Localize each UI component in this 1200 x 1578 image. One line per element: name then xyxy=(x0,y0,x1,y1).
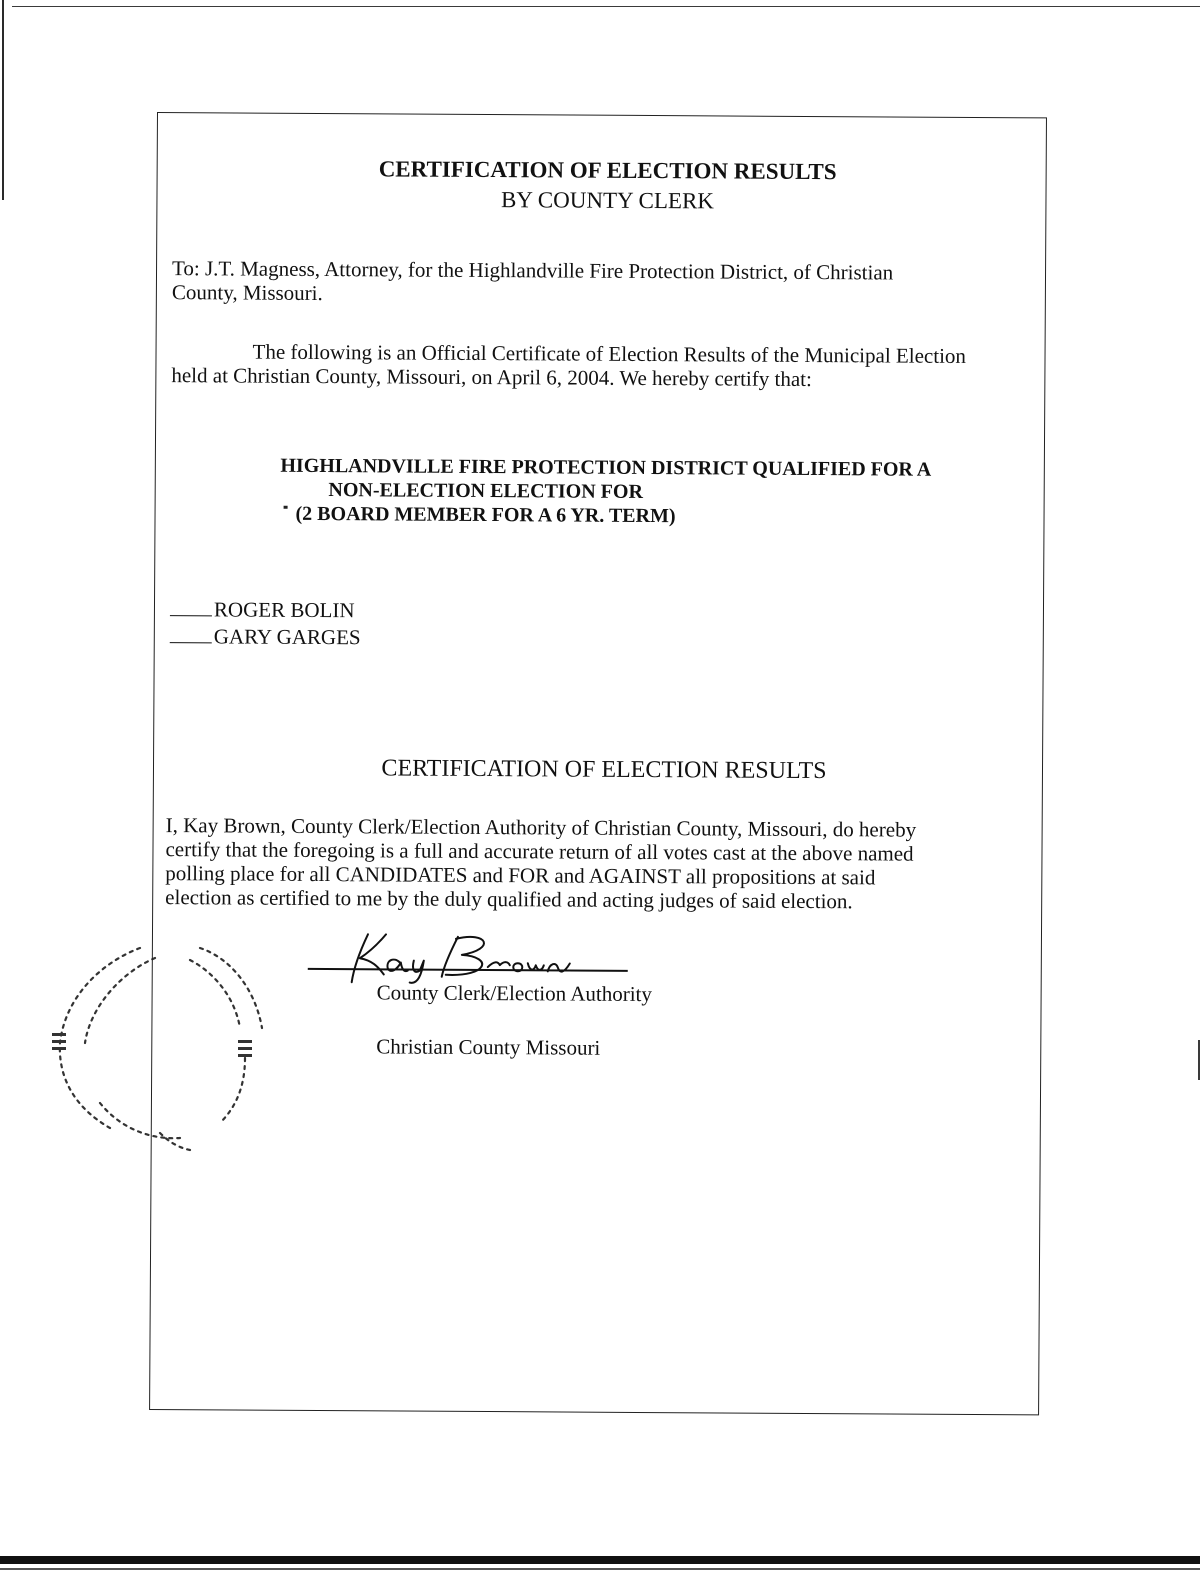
certificate-title: CERTIFICATION OF ELECTION RESULTS xyxy=(378,156,837,185)
certification-statement-line: I, Kay Brown, County Clerk/Election Authority of Christian County, Missouri, do hereby xyxy=(165,813,917,842)
intro-paragraph-line: held at Christian County, Missouri, on April 6, 2004. We hereby certify that: xyxy=(171,363,812,392)
certification-statement-line: election as certified to me by the duly qualified and acting judges of said election. xyxy=(165,885,853,914)
certificate-frame xyxy=(149,112,1047,1415)
certification-statement-line: polling place for all CANDIDATES and FOR and AGAINST all propositions at said xyxy=(165,861,876,890)
scan-edge-bottom-line xyxy=(0,1568,1200,1570)
certification-statement-line: certify that the foregoing is a full and accurate return of all votes cast at the above named xyxy=(165,837,914,866)
intro-paragraph-line: The following is an Official Certificate of Election Results of the Municipal Election xyxy=(252,339,967,368)
handwritten-signature xyxy=(338,926,598,988)
candidate-entry xyxy=(170,597,355,622)
candidate-entry xyxy=(170,624,361,649)
certificate-subtitle: BY COUNTY CLERK xyxy=(500,187,715,214)
scan-edge-top xyxy=(12,6,1200,7)
district-heading-line: (2 BOARD MEMBER FOR A 6 YR. TERM) xyxy=(295,502,676,528)
scan-edge-left xyxy=(2,0,4,200)
district-heading-line: NON-ELECTION ELECTION FOR xyxy=(328,479,644,503)
certification-heading: CERTIFICATION OF ELECTION RESULTS xyxy=(381,755,827,785)
candidate-name: ROGER BOLIN xyxy=(213,597,355,623)
signer-title: County Clerk/Election Authority xyxy=(376,980,653,1007)
candidate-blank-line xyxy=(170,597,212,616)
candidate-name: GARY GARGES xyxy=(213,624,361,650)
addressee-line: County, Missouri. xyxy=(171,280,323,306)
signer-county: Christian County Missouri xyxy=(376,1034,601,1060)
district-heading-line: HIGHLANDVILLE FIRE PROTECTION DISTRICT QUALIFIED FOR A xyxy=(280,454,932,481)
scan-edge-bottom xyxy=(0,1556,1200,1564)
addressee-line: To: J.T. Magness, Attorney, for the Highlandville Fire Protection District, of Christian xyxy=(171,256,894,285)
candidate-blank-line xyxy=(170,624,212,643)
